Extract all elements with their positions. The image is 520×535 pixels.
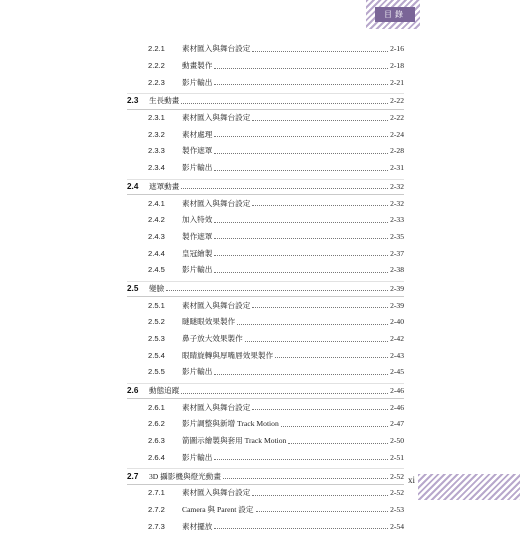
dot-leader bbox=[214, 238, 388, 239]
toc-entry-title: 影片輸出 bbox=[182, 367, 213, 377]
toc-subsection-entry bbox=[0, 314, 520, 331]
toc-entry-number: 2.4.5 bbox=[148, 265, 165, 275]
toc-entry-number: 2.6 bbox=[127, 386, 139, 396]
toc-subsection-entry bbox=[0, 58, 520, 75]
toc-subsection-entry bbox=[0, 416, 520, 433]
toc-subsection-entry bbox=[0, 229, 520, 246]
dot-leader bbox=[275, 357, 388, 358]
toc-entry-page: 2-39 bbox=[390, 283, 404, 293]
toc-subsection-entry bbox=[0, 364, 520, 381]
toc-entry-title: 鼻子放大效果製作 bbox=[182, 334, 243, 344]
dot-leader bbox=[281, 426, 388, 427]
toc-entry-number: 2.4.3 bbox=[148, 231, 165, 241]
toc-entry-number: 2.7.2 bbox=[148, 504, 165, 514]
dot-leader bbox=[245, 341, 388, 342]
toc-entry-title: 素材匯入與舞台設定 bbox=[182, 402, 251, 412]
toc-entry-page: 2-54 bbox=[390, 521, 404, 531]
dot-leader bbox=[181, 188, 388, 189]
dot-leader bbox=[256, 511, 389, 512]
header-tab-label: 目錄 bbox=[375, 7, 415, 22]
toc-entry-number: 2.5.3 bbox=[148, 334, 165, 344]
toc-entry-page: 2-50 bbox=[390, 436, 404, 446]
toc-entry-number: 2.4.4 bbox=[148, 248, 165, 258]
toc-entry-page: 2-33 bbox=[390, 215, 404, 225]
toc-entry-number: 2.5.5 bbox=[148, 367, 165, 377]
toc-entry-title: 變臉 bbox=[149, 283, 165, 293]
toc-entry-title: Camera 與 Parent 設定 bbox=[182, 504, 254, 514]
toc-entry-page: 2-39 bbox=[390, 300, 404, 310]
dot-leader bbox=[181, 103, 388, 104]
dot-leader bbox=[214, 136, 388, 137]
dot-leader bbox=[214, 84, 388, 85]
toc-entry-page: 2-46 bbox=[390, 402, 404, 412]
toc-entry-title: 素材擺放 bbox=[182, 521, 213, 531]
toc-entry-page: 2-43 bbox=[390, 350, 404, 360]
toc-entry-page: 2-45 bbox=[390, 367, 404, 377]
toc-entry-title: 加入特效 bbox=[182, 215, 213, 225]
dot-leader bbox=[214, 153, 388, 154]
toc-subsection-entry bbox=[0, 331, 520, 348]
toc-entry-title: 素材處理 bbox=[182, 129, 213, 139]
toc-entry-title: 3D 攝影機與燈光動畫 bbox=[149, 471, 221, 481]
toc-entry-number: 2.3.1 bbox=[148, 113, 165, 123]
toc-entry-title: 素材匯入與舞台設定 bbox=[182, 113, 251, 123]
toc-entry-title: 動態追蹤 bbox=[149, 386, 180, 396]
toc-entry-number: 2.6.1 bbox=[148, 402, 165, 412]
toc-section-entry bbox=[0, 281, 520, 298]
toc-entry-number: 2.6.2 bbox=[148, 419, 165, 429]
dot-leader bbox=[166, 290, 388, 291]
toc-entry-page: 2-22 bbox=[390, 113, 404, 123]
dot-leader bbox=[252, 120, 388, 121]
toc-entry-page: 2-24 bbox=[390, 129, 404, 139]
toc-entry-number: 2.3.3 bbox=[148, 146, 165, 156]
toc-entry-title: 瞇瞇眼效果製作 bbox=[182, 317, 236, 327]
toc-subsection-entry bbox=[0, 74, 520, 91]
toc-subsection-entry bbox=[0, 399, 520, 416]
toc-entry-title: 製作遮罩 bbox=[182, 231, 213, 241]
toc-subsection-entry bbox=[0, 502, 520, 519]
toc-entry-number: 2.2.3 bbox=[148, 77, 165, 87]
toc-entry-number: 2.7.3 bbox=[148, 521, 165, 531]
toc-entry-title: 素材匯入與舞台設定 bbox=[182, 300, 251, 310]
toc-entry-page: 2-28 bbox=[390, 146, 404, 156]
toc-entry-number: 2.3.4 bbox=[148, 163, 165, 173]
toc-subsection-entry bbox=[0, 297, 520, 314]
toc-entry-number: 2.4.2 bbox=[148, 215, 165, 225]
toc-entry-title: 眼睛旋轉與厚嘴唇效果製作 bbox=[182, 350, 274, 360]
table-of-contents bbox=[0, 41, 520, 535]
dot-leader bbox=[252, 307, 388, 308]
toc-entry-number: 2.5 bbox=[127, 283, 139, 293]
toc-entry-number: 2.5.1 bbox=[148, 300, 165, 310]
dot-leader bbox=[288, 443, 388, 444]
toc-subsection-entry bbox=[0, 41, 520, 58]
toc-entry-number: 2.6.3 bbox=[148, 436, 165, 446]
toc-subsection-entry bbox=[0, 110, 520, 127]
toc-entry-title: 箭圖示繪製與套用 Track Motion bbox=[182, 436, 287, 446]
toc-entry-title: 動畫製作 bbox=[182, 61, 213, 71]
toc-subsection-entry bbox=[0, 245, 520, 262]
toc-subsection-entry bbox=[0, 262, 520, 279]
dot-leader bbox=[214, 459, 388, 460]
toc-entry-title: 素材匯入與舞台設定 bbox=[182, 198, 251, 208]
dot-leader bbox=[214, 528, 388, 529]
toc-entry-number: 2.2.2 bbox=[148, 61, 165, 71]
footer-stripe-decoration bbox=[418, 474, 520, 500]
toc-entry-page: 2-31 bbox=[390, 163, 404, 173]
dot-leader bbox=[237, 324, 388, 325]
toc-entry-number: 2.3 bbox=[127, 96, 139, 106]
toc-subsection-entry bbox=[0, 450, 520, 467]
toc-entry-page: 2-22 bbox=[390, 96, 404, 106]
dot-leader bbox=[214, 170, 388, 171]
dot-leader bbox=[223, 478, 388, 479]
toc-entry-title: 生長動畫 bbox=[149, 96, 180, 106]
dot-leader bbox=[181, 393, 388, 394]
toc-entry-title: 影片輸出 bbox=[182, 452, 213, 462]
toc-entry-title: 遮罩動畫 bbox=[149, 181, 180, 191]
toc-entry-page: 2-32 bbox=[390, 198, 404, 208]
toc-entry-page: 2-32 bbox=[390, 181, 404, 191]
toc-entry-number: 2.4.1 bbox=[148, 198, 165, 208]
toc-section-entry bbox=[0, 179, 520, 196]
page-number: xi bbox=[408, 475, 416, 485]
dot-leader bbox=[214, 222, 388, 223]
toc-entry-page: 2-16 bbox=[390, 44, 404, 54]
toc-entry-page: 2-42 bbox=[390, 334, 404, 344]
toc-entry-number: 2.3.2 bbox=[148, 129, 165, 139]
toc-subsection-entry bbox=[0, 433, 520, 450]
dot-leader bbox=[252, 495, 388, 496]
toc-section-entry bbox=[0, 93, 520, 110]
toc-entry-title: 素材匯入與舞台設定 bbox=[182, 44, 251, 54]
toc-entry-number: 2.2.1 bbox=[148, 44, 165, 54]
toc-entry-page: 2-47 bbox=[390, 419, 404, 429]
toc-entry-number: 2.5.2 bbox=[148, 317, 165, 327]
dot-leader bbox=[214, 68, 388, 69]
toc-subsection-entry bbox=[0, 518, 520, 535]
dot-leader bbox=[252, 205, 388, 206]
toc-entry-number: 2.6.4 bbox=[148, 452, 165, 462]
toc-entry-title: 影片輸出 bbox=[182, 163, 213, 173]
toc-entry-page: 2-53 bbox=[390, 504, 404, 514]
toc-subsection-entry bbox=[0, 160, 520, 177]
toc-subsection-entry bbox=[0, 212, 520, 229]
dot-leader bbox=[252, 51, 388, 52]
dot-leader bbox=[214, 374, 388, 375]
toc-subsection-entry bbox=[0, 126, 520, 143]
toc-entry-title: 皇冠繪製 bbox=[182, 248, 213, 258]
toc-entry-number: 2.7 bbox=[127, 471, 139, 481]
toc-entry-title: 製作遮罩 bbox=[182, 146, 213, 156]
toc-entry-title: 素材匯入與舞台設定 bbox=[182, 488, 251, 498]
dot-leader bbox=[214, 272, 388, 273]
toc-entry-number: 2.4 bbox=[127, 181, 139, 191]
toc-entry-page: 2-21 bbox=[390, 77, 404, 87]
toc-subsection-entry bbox=[0, 347, 520, 364]
toc-entry-page: 2-52 bbox=[390, 488, 404, 498]
toc-subsection-entry bbox=[0, 195, 520, 212]
toc-entry-page: 2-52 bbox=[390, 471, 404, 481]
toc-section-entry bbox=[0, 383, 520, 400]
toc-entry-number: 2.5.4 bbox=[148, 350, 165, 360]
toc-entry-page: 2-38 bbox=[390, 265, 404, 275]
toc-entry-title: 影片輸出 bbox=[182, 77, 213, 87]
toc-entry-page: 2-51 bbox=[390, 452, 404, 462]
toc-entry-page: 2-37 bbox=[390, 248, 404, 258]
toc-entry-page: 2-40 bbox=[390, 317, 404, 327]
toc-entry-number: 2.7.1 bbox=[148, 488, 165, 498]
toc-entry-page: 2-18 bbox=[390, 61, 404, 71]
toc-entry-page: 2-46 bbox=[390, 386, 404, 396]
toc-entry-title: 影片調整與新增 Track Motion bbox=[182, 419, 279, 429]
toc-subsection-entry bbox=[0, 143, 520, 160]
toc-entry-title: 影片輸出 bbox=[182, 265, 213, 275]
toc-entry-page: 2-35 bbox=[390, 231, 404, 241]
dot-leader bbox=[252, 409, 388, 410]
dot-leader bbox=[214, 255, 388, 256]
